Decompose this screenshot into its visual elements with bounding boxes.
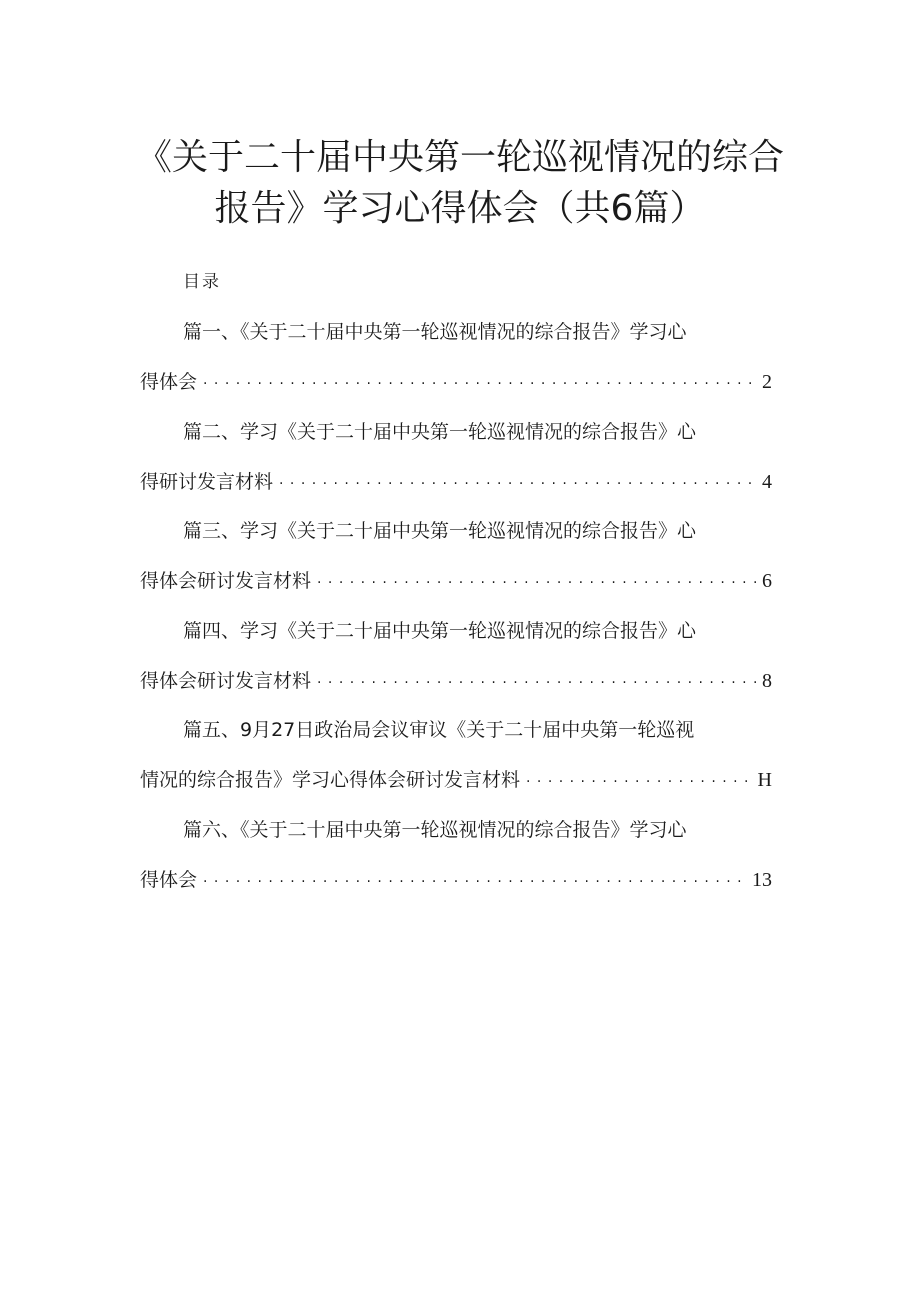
toc-entry-6-continuation[interactable] [140,866,772,894]
toc-entry-3-title[interactable]: 篇三、学习《关于二十届中央第一轮巡视情况的综合报告》心 [183,520,697,542]
toc-entry-1-page: 2 [762,371,772,393]
toc-entry-3-title-end: 得体会研讨发言材料 [140,570,312,592]
toc-entry-2-page: 4 [762,471,772,493]
toc-entry-2-leader [279,464,756,494]
toc-heading: 目录 [183,272,221,292]
toc-entry-5-title[interactable]: 篇五、9月27日政治局会议审议《关于二十届中央第一轮巡视 [183,719,695,741]
toc-entry-3-leader [317,563,756,593]
toc-entry-5-continuation[interactable] [140,766,772,794]
toc-entry-2-title[interactable]: 篇二、学习《关于二十届中央第一轮巡视情况的综合报告》心 [183,421,697,443]
toc-entry-6-title[interactable]: 篇六、《关于二十届中央第一轮巡视情况的综合报告》学习心 [183,819,687,841]
toc-entry-1-continuation[interactable] [140,368,772,396]
toc-entry-5-title-end: 情况的综合报告》学习心得体会研讨发言材料 [140,769,521,791]
document-title-line-1: 《关于二十届中央第一轮巡视情况的综合 [135,137,784,178]
toc-entry-1-title-end: 得体会 [140,371,198,393]
toc-entry-1-title[interactable]: 篇一、《关于二十届中央第一轮巡视情况的综合报告》学习心 [183,321,687,343]
toc-entry-1-leader [203,364,756,394]
toc-entry-6-page: 13 [752,869,772,891]
toc-entry-4-leader [317,663,756,693]
toc-entry-4-title[interactable]: 篇四、学习《关于二十届中央第一轮巡视情况的综合报告》心 [183,620,697,642]
toc-entry-3-page: 6 [762,570,772,592]
document-title-line-2: 报告》学习心得体会（共6篇） [214,188,706,229]
toc-entry-4-title-end: 得体会研讨发言材料 [140,670,312,692]
toc-entry-5-leader [526,762,752,792]
toc-entry-4-continuation[interactable] [140,667,772,695]
toc-entry-6-leader [203,862,746,892]
toc-entry-6-title-end: 得体会 [140,869,198,891]
toc-entry-3-continuation[interactable] [140,567,772,595]
toc-entry-4-page: 8 [762,670,772,692]
toc-entry-2-title-end: 得研讨发言材料 [140,471,274,493]
toc-entry-2-continuation[interactable] [140,468,772,496]
toc-entry-5-page: H [757,769,772,791]
